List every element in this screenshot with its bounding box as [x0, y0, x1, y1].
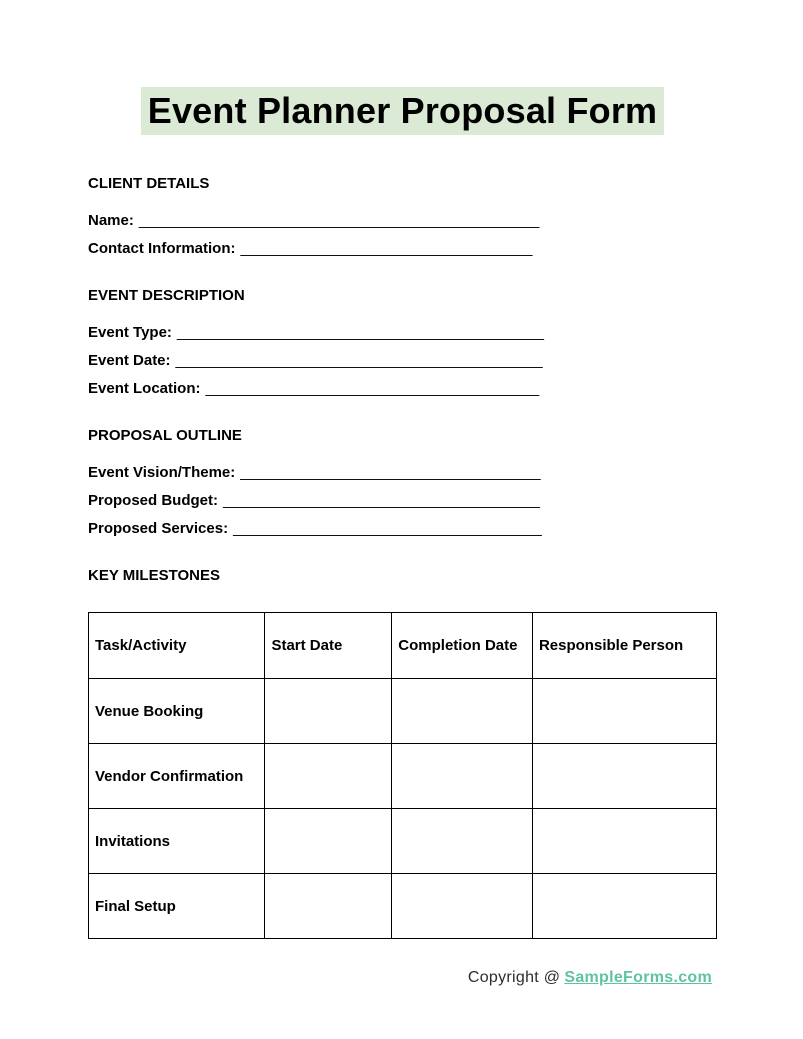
start-date-cell-empty [265, 874, 392, 939]
field-event-location-label: Event Location: [88, 380, 201, 397]
field-name-blank-line: ________________________________________________ [138, 212, 540, 229]
section-heading-event-description: EVENT DESCRIPTION [88, 287, 245, 304]
field-event-vision-theme [88, 459, 717, 487]
completion-date-cell-empty [392, 679, 533, 744]
start-date-cell-empty [265, 809, 392, 874]
sampleforms-link[interactable]: SampleForms.com [564, 969, 712, 986]
section-key-milestones [88, 567, 717, 939]
field-event-type-label: Event Type: [88, 324, 172, 341]
responsible-person-cell-empty [532, 744, 716, 809]
field-proposed-services-blank-line: _____________________________________ [233, 520, 542, 537]
client-details-fields [88, 207, 717, 263]
proposal-outline-fields [88, 459, 717, 543]
section-proposal-outline [88, 427, 717, 543]
task-cell: Vendor Confirmation [89, 744, 265, 809]
responsible-person-cell-empty [532, 874, 716, 939]
table-row-final-setup [89, 874, 717, 939]
field-proposed-services [88, 515, 717, 543]
milestones-table [88, 612, 717, 939]
completion-date-cell-empty [392, 744, 533, 809]
field-proposed-budget [88, 487, 717, 515]
field-event-location [88, 375, 717, 403]
field-contact-information [88, 235, 717, 263]
table-header-row [89, 613, 717, 679]
field-proposed-budget-label: Proposed Budget: [88, 492, 218, 509]
field-proposed-services-label: Proposed Services: [88, 520, 229, 537]
start-date-cell-empty [265, 744, 392, 809]
copyright-text: Copyright @ [467, 969, 561, 986]
field-proposed-budget-blank-line: ______________________________________ [223, 492, 541, 509]
field-event-date [88, 347, 717, 375]
responsible-person-cell-empty [532, 809, 716, 874]
field-name-label: Name: [88, 212, 134, 229]
column-header-completion-date: Completion Date [392, 613, 533, 679]
field-name [88, 207, 717, 235]
section-heading-key-milestones: KEY MILESTONES [88, 567, 220, 584]
task-cell: Invitations [89, 809, 265, 874]
column-header-responsible-person: Responsible Person [532, 613, 716, 679]
field-event-type-blank-line: ____________________________________________ [176, 324, 544, 341]
field-event-vision-theme-blank-line: ____________________________________ [240, 464, 541, 481]
task-cell: Final Setup [89, 874, 265, 939]
section-heading-proposal-outline: PROPOSAL OUTLINE [88, 427, 242, 444]
field-event-date-blank-line: ____________________________________________ [175, 352, 543, 369]
table-row-invitations [89, 809, 717, 874]
milestones-table-body [89, 679, 717, 939]
section-heading-client-details: CLIENT DETAILS [88, 175, 210, 192]
footer [88, 969, 717, 987]
section-event-description [88, 287, 717, 403]
page-title: Event Planner Proposal Form [141, 87, 665, 135]
milestones-table-header [89, 613, 717, 679]
section-client-details [88, 175, 717, 263]
field-contact-information-label: Contact Information: [88, 240, 236, 257]
field-event-date-label: Event Date: [88, 352, 171, 369]
event-description-fields [88, 319, 717, 403]
column-header-task-activity: Task/Activity [89, 613, 265, 679]
start-date-cell-empty [265, 679, 392, 744]
field-event-vision-theme-label: Event Vision/Theme: [88, 464, 236, 481]
field-event-type [88, 319, 717, 347]
field-event-location-blank-line: ________________________________________ [205, 380, 540, 397]
task-cell: Venue Booking [89, 679, 265, 744]
responsible-person-cell-empty [532, 679, 716, 744]
page-title-row [88, 0, 717, 135]
field-contact-information-blank-line: ___________________________________ [240, 240, 533, 257]
column-header-start-date: Start Date [265, 613, 392, 679]
completion-date-cell-empty [392, 874, 533, 939]
table-row-vendor-confirmation [89, 744, 717, 809]
completion-date-cell-empty [392, 809, 533, 874]
table-row-venue-booking [89, 679, 717, 744]
